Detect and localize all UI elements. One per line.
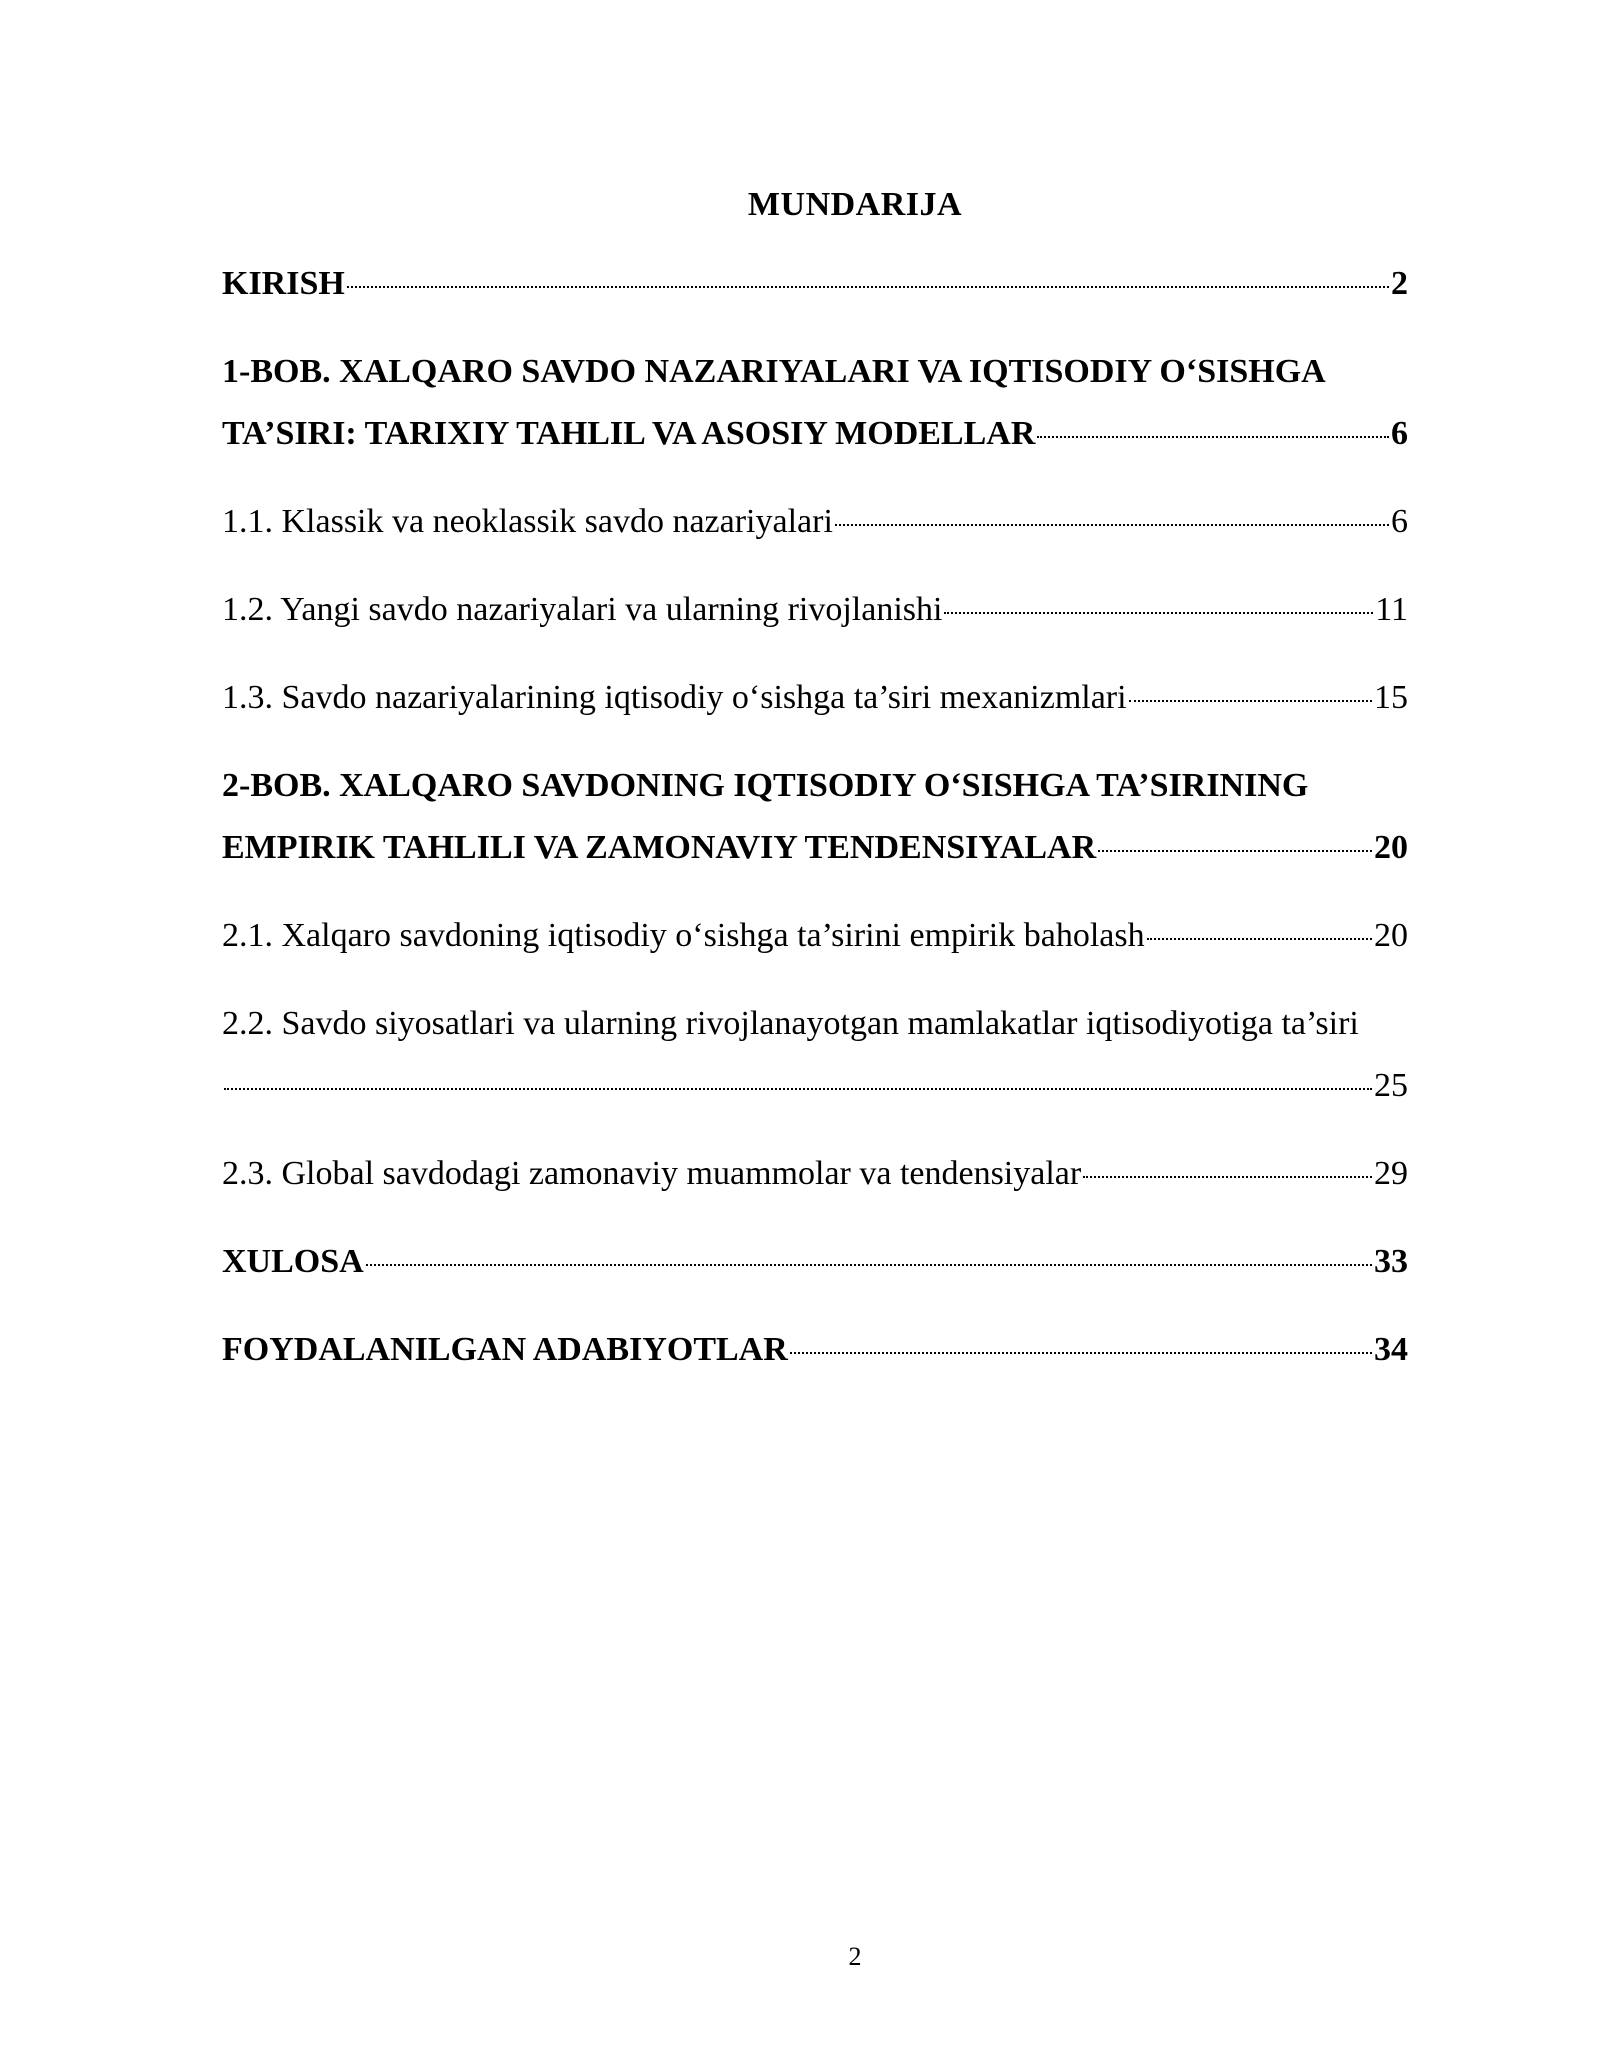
dot-leader (224, 1088, 1372, 1090)
dot-leader (347, 286, 1389, 288)
toc-entry-page: 25 (1374, 1067, 1408, 1104)
toc-entry-2-2-line1[interactable]: 2.2. Savdo siyosatlari va ularning rivojlanayotgan mamlakatlar iqtisodiyotiga ta’siri (222, 1005, 1359, 1042)
toc-entry-2-3[interactable] (222, 1154, 1408, 1194)
dot-leader (1083, 1176, 1372, 1178)
toc-entry-1-2[interactable] (222, 590, 1408, 630)
toc-entry-2-1[interactable] (222, 916, 1408, 956)
toc-entry-text: FOYDALANILGAN ADABIYOTLAR (222, 1331, 788, 1368)
toc-entry-text: TA’SIRI: TARIXIY TAHLIL VA ASOSIY MODELLAR (222, 415, 1036, 452)
toc-entry-text: 1.3. Savdo nazariyalarining iqtisodiy o‘sishga ta’siri mexanizmlari (222, 679, 1127, 716)
toc-entry-kirish[interactable] (222, 264, 1408, 304)
toc-entry-1-1[interactable] (222, 502, 1408, 542)
dot-leader (1147, 938, 1372, 940)
page-number: 2 (848, 1942, 862, 1971)
dot-leader (835, 524, 1389, 526)
toc-chapter-1-line1[interactable]: 1-BOB. XALQARO SAVDO NAZARIYALARI VA IQTISODIY O‘SISHGA (222, 353, 1326, 390)
toc-chapter-2-line1[interactable]: 2-BOB. XALQARO SAVDONING IQTISODIY O‘SISHGA TA’SIRINING (222, 767, 1309, 804)
toc-entry-text: EMPIRIK TAHLILI VA ZAMONAVIY TENDENSIYALAR (222, 829, 1097, 866)
toc-entry-text: 1.2. Yangi savdo nazariyalari va ularning rivojlanishi (222, 591, 943, 628)
toc-entry-page: 34 (1374, 1331, 1408, 1368)
dot-leader (1037, 436, 1389, 438)
toc-entry-2-2[interactable] (222, 1066, 1408, 1106)
dot-leader (1098, 850, 1372, 852)
dot-leader (1129, 700, 1372, 702)
toc-entry-page: 33 (1374, 1243, 1408, 1280)
toc-entry-page: 6 (1391, 415, 1408, 452)
toc-entry-chapter-2[interactable] (222, 828, 1408, 868)
toc-entry-page: 11 (1375, 591, 1408, 628)
dot-leader (944, 612, 1373, 614)
toc-entry-page: 2 (1391, 265, 1408, 302)
toc-entry-page: 20 (1374, 829, 1408, 866)
toc-entry-text: 2.3. Global savdodagi zamonaviy muammolar va tendensiyalar (222, 1155, 1082, 1192)
toc-entry-page: 20 (1374, 917, 1408, 954)
toc-title: MUNDARIJA (747, 186, 963, 223)
toc-entry-text: XULOSA (222, 1243, 364, 1280)
toc-entry-text: 2.1. Xalqaro savdoning iqtisodiy o‘sishga ta’sirini empirik baholash (222, 917, 1145, 954)
dot-leader (366, 1264, 1372, 1266)
toc-entry-adabiyotlar[interactable] (222, 1330, 1408, 1370)
dot-leader (790, 1352, 1372, 1354)
toc-entry-page: 15 (1374, 679, 1408, 716)
toc-entry-text: KIRISH (222, 265, 345, 302)
toc-entry-page: 6 (1391, 503, 1408, 540)
toc-entry-chapter-1[interactable] (222, 414, 1408, 454)
toc-entry-xulosa[interactable] (222, 1242, 1408, 1282)
toc-entry-text: 1.1. Klassik va neoklassik savdo nazariyalari (222, 503, 833, 540)
toc-entry-1-3[interactable] (222, 678, 1408, 718)
toc-entry-page: 29 (1374, 1155, 1408, 1192)
